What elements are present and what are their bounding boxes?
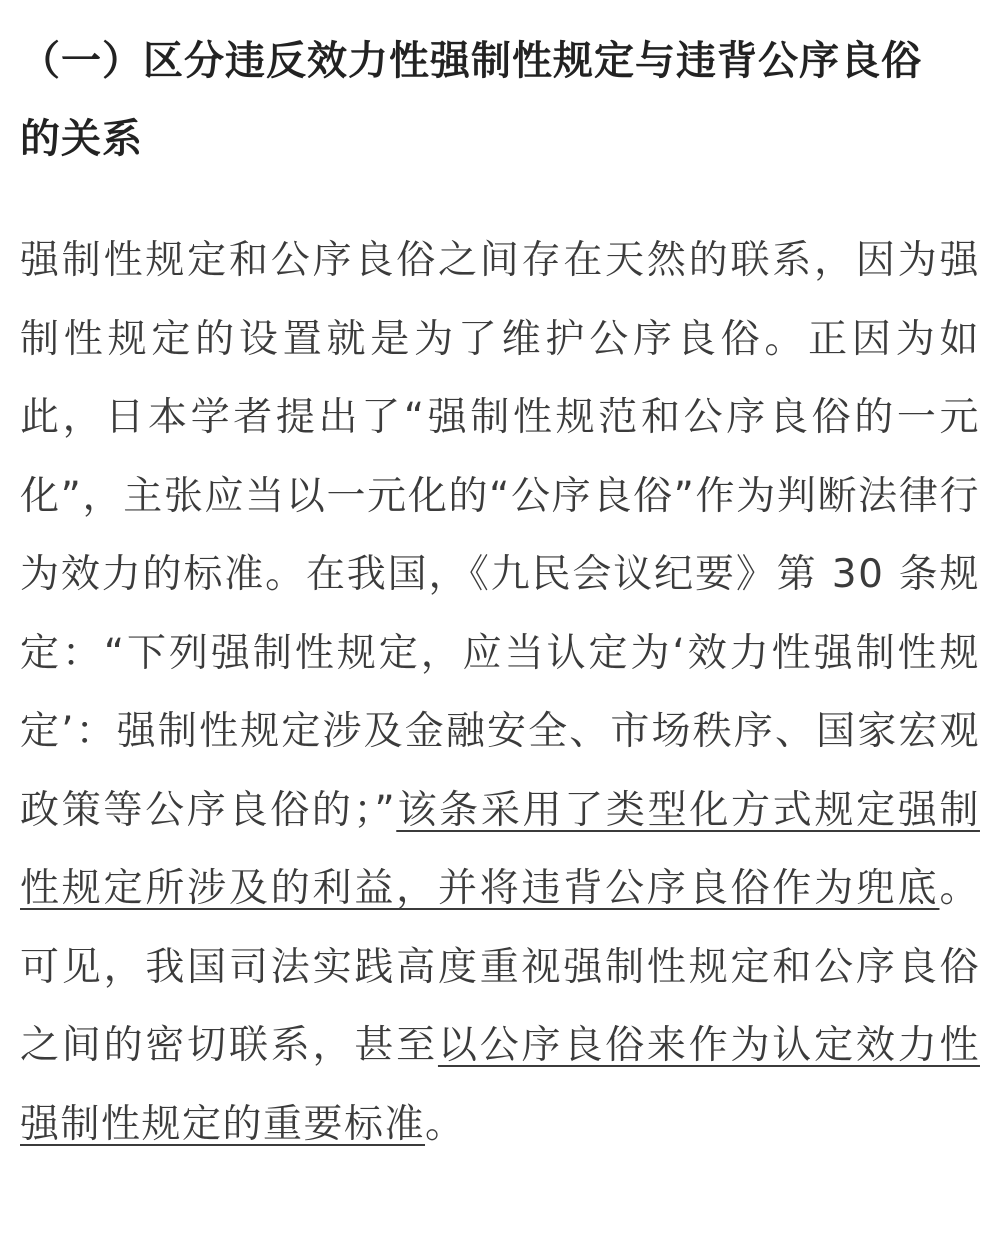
paragraph-text-2: 。可见，我国司法实践高度重视强制性规定和公序良俗之间的密切联系，甚至 xyxy=(20,866,980,1068)
section-heading xyxy=(20,22,980,178)
underlined-text-2: 以公序良俗来作为认定效力性强制性规定的重要标准 xyxy=(20,1023,980,1147)
section-heading-line-2: 的关系 xyxy=(20,116,143,162)
section-heading-line-1: （一）区分违反效力性强制性规定与违背公序良俗 xyxy=(20,38,922,84)
body-paragraph xyxy=(20,222,980,1164)
paragraph-text-3: 。 xyxy=(425,1101,466,1147)
underlined-text-1: 该条采用了类型化方式规定强制性规定所涉及的利益，并将违背公序良俗作为兜底 xyxy=(20,787,980,911)
paragraph-text-1: 强制性规定和公序良俗之间存在天然的联系，因为强制性规定的设置就是为了维护公序良俗。正因为如此，日本学者提出了“强制性规范和公序良俗的一元化”，主张应当以一元化的“公序良俗”作为判断法律行为效力的标准。在我国，《九民会议纪要》第 30 条规定：“下列强制性规定，应当认定为‘效力性强制性规定’：强制性规定涉及金融安全、市场秩序、国家宏观政策等公序良俗的；” xyxy=(20,238,980,833)
